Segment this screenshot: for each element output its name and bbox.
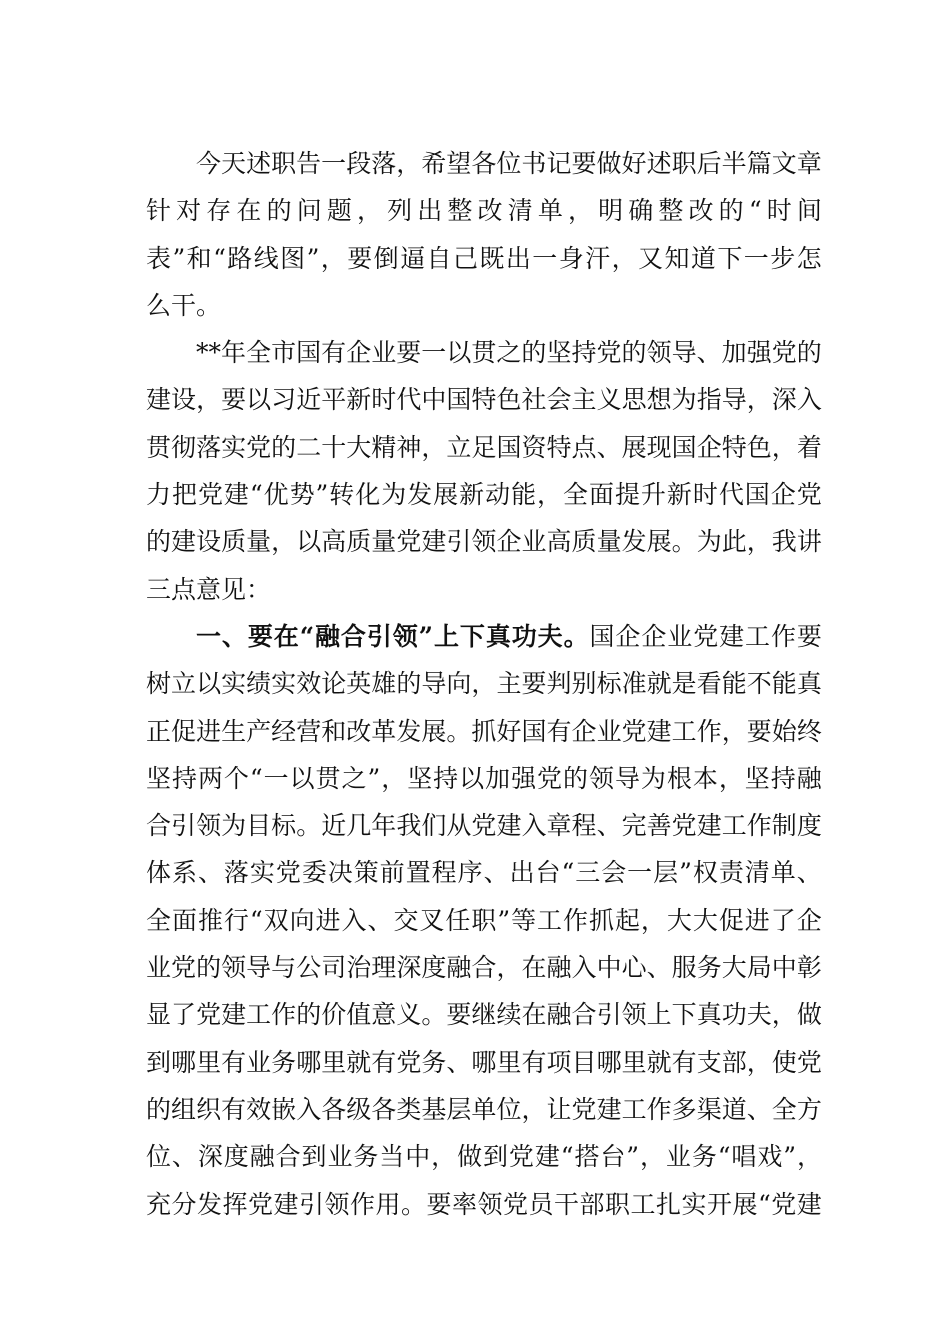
paragraph-line: 树 立 以 实 绩 实 效 论 英 雄 的 导 向 ， 主 要 判 别 标 准 就 是 看 能 不 能 真 bbox=[146, 669, 822, 699]
paragraph-line bbox=[146, 566, 822, 613]
line-text: 三点意见： bbox=[146, 574, 272, 604]
paragraph-line: 今 天 述 职 告 一 段 落 ， 希 望 各 位 书 记 要 做 好 述 职 后 半 篇 文 章 bbox=[196, 149, 822, 178]
paragraph-line bbox=[146, 282, 822, 329]
document-body bbox=[146, 140, 822, 1228]
paragraph-line: 到 哪 里 有 业 务 哪 里 就 有 党 务 、 哪 里 有 项 目 哪 里 就 有 支 部 ， 使 党 bbox=[146, 1047, 822, 1077]
line-text: 么干。 bbox=[146, 290, 222, 320]
paragraph-line: 针 对 存 在 的 问 题 ， 列 出 整 改 清 单 ， 明 确 整 改 的 “ 时 间 bbox=[146, 196, 822, 226]
paragraph-line: 一 、 要 在 “ 融 合 引 领 ” 上 下 真 功 夫 。 国 企 企 业 党 建 工 作 要 bbox=[196, 621, 822, 651]
paragraph-line: 显 了 党 建 工 作 的 价 值 意 义 。 要 继 续 在 融 合 引 领 上 下 真 功 夫 ， 做 bbox=[146, 1000, 822, 1030]
paragraph-line: 力 把 党 建 “ 优 势 ” 转 化 为 发 展 新 动 能 ， 全 面 提 升 新 时 代 国 企 党 bbox=[146, 480, 822, 510]
paragraph-line: 位 、 深 度 融 合 到 业 务 当 中 ， 做 到 党 建 “ 搭 台 ” ， 业 务 “ 唱 戏 ” ， bbox=[146, 1142, 822, 1172]
paragraph-line: 体 系 、 落 实 党 委 决 策 前 置 程 序 、 出 台 “ 三 会 一 层 ” 权 责 清 单 、 bbox=[146, 858, 822, 888]
paragraph-line: 坚 持 两 个 “ 一 以 贯 之 ” ， 坚 持 以 加 强 党 的 领 导 为 根 本 ， 坚 持 融 bbox=[146, 763, 822, 793]
paragraph-line: 正 促 进 生 产 经 营 和 改 革 发 展 。 抓 好 国 有 企 业 党 建 工 作 ， 要 始 终 bbox=[146, 716, 822, 746]
paragraph-line: 业 党 的 领 导 与 公 司 治 理 深 度 融 合 ， 在 融 入 中 心 、 服 务 大 局 中 彰 bbox=[146, 953, 822, 983]
paragraph-line: * * 年 全 市 国 有 企 业 要 一 以 贯 之 的 坚 持 党 的 领 导 、 加 强 党 的 bbox=[196, 338, 822, 368]
paragraph-line: 建 设 ， 要 以 习 近 平 新 时 代 中 国 特 色 社 会 主 义 思 想 为 指 导 ， 深 入 bbox=[146, 385, 822, 415]
paragraph-line: 合 引 领 为 目 标 。 近 几 年 我 们 从 党 建 入 章 程 、 完 善 党 建 工 作 制 度 bbox=[146, 811, 822, 841]
paragraph-line: 的 建 设 质 量 ， 以 高 质 量 党 建 引 领 企 业 高 质 量 发 展 。 为 此 ， 我 讲 bbox=[146, 527, 822, 557]
paragraph-line: 表 ” 和 “ 路 线 图 ” ， 要 倒 逼 自 己 既 出 一 身 汗 ， 又 知 道 下 一 步 怎 bbox=[146, 243, 822, 273]
paragraph-line: 贯 彻 落 实 党 的 二 十 大 精 神 ， 立 足 国 资 特 点 、 展 现 国 企 特 色 ， 着 bbox=[146, 432, 822, 462]
paragraph-line: 全 面 推 行 “ 双 向 进 入 、 交 叉 任 职 ” 等 工 作 抓 起 ， 大 大 促 进 了 企 bbox=[146, 905, 822, 935]
paragraph-line: 的 组 织 有 效 嵌 入 各 级 各 类 基 层 单 位 ， 让 党 建 工 作 多 渠 道 、 全 方 bbox=[146, 1094, 822, 1124]
paragraph-line: 充 分 发 挥 党 建 引 领 作 用 。 要 率 领 党 员 干 部 职 工 扎 实 开 展 “ 党 建 bbox=[146, 1189, 822, 1219]
